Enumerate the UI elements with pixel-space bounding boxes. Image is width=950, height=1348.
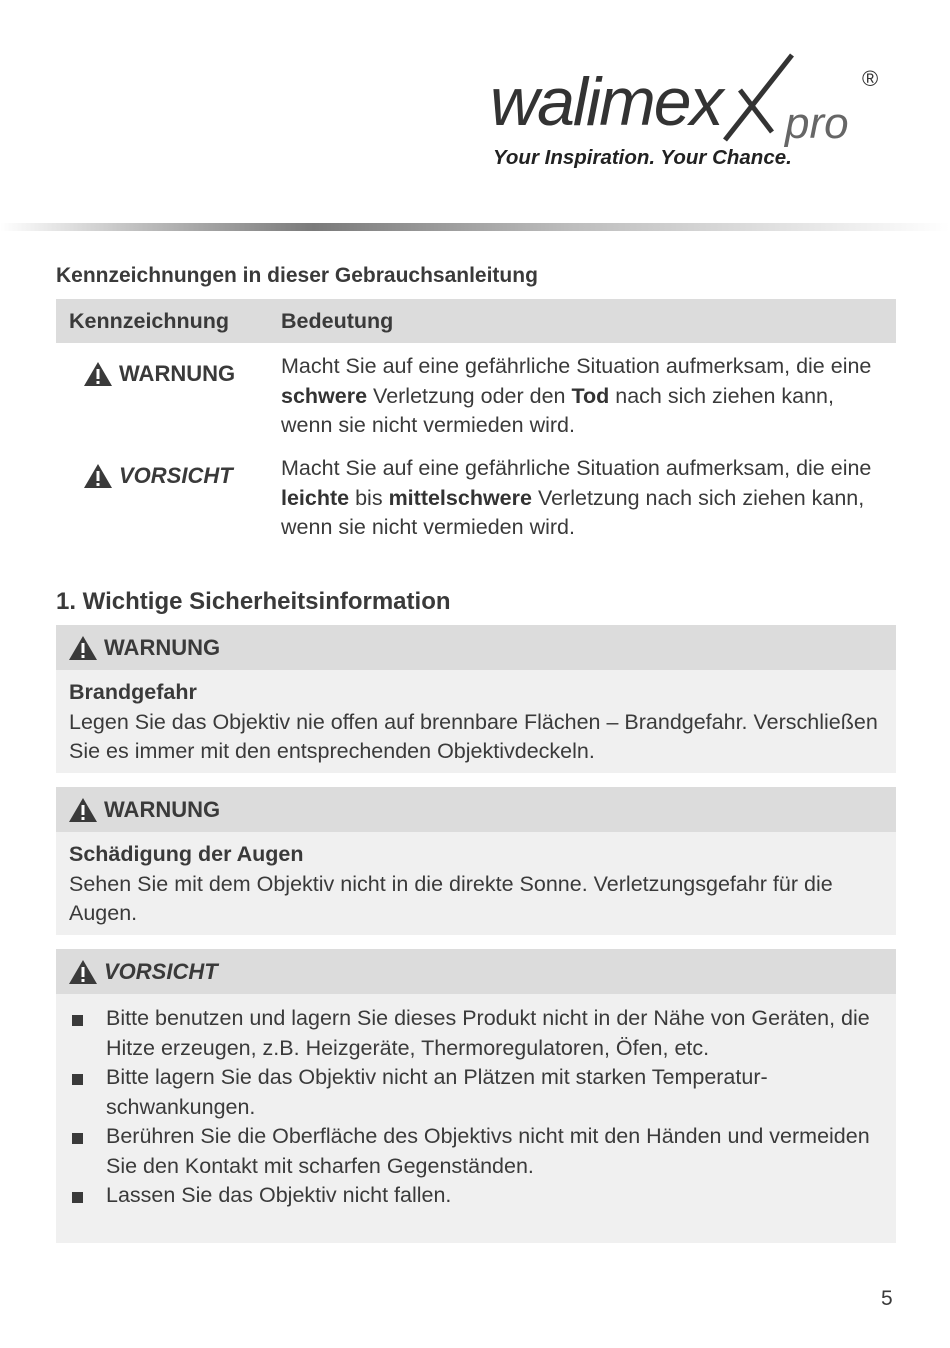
caution-label: VORSICHT bbox=[119, 463, 233, 488]
caution-triangle-icon bbox=[68, 959, 98, 985]
warning-label: WARNUNG bbox=[104, 796, 221, 822]
caution-triangle-icon bbox=[83, 463, 113, 489]
list-item: Bitte benutzen und lagern Sie dieses Produkt nicht in der Nähe von Geräten, die Hitze erzeugen, z.B. Heizgeräte, Thermoregulatoren, Öfen, etc. bbox=[69, 1004, 883, 1063]
column-header-meaning: Bedeutung bbox=[281, 309, 394, 333]
caution-box bbox=[56, 949, 896, 1243]
warning-triangle-icon bbox=[68, 797, 98, 823]
logo-word: walimex bbox=[490, 64, 722, 140]
warning-box-eyes bbox=[56, 787, 896, 935]
warning-box-fire bbox=[56, 625, 896, 773]
registered-mark: ® bbox=[862, 66, 879, 91]
caution-box-body bbox=[56, 994, 896, 1211]
warning-box-body bbox=[56, 670, 896, 767]
warning-marking bbox=[83, 361, 235, 387]
list-item: Bitte lagern Sie das Objektiv nicht an Plätzen mit starken Temperatur-schwankungen. bbox=[69, 1063, 883, 1122]
warning-subtitle: Brandgefahr bbox=[69, 680, 197, 704]
warning-triangle-icon bbox=[83, 361, 113, 387]
warning-text: Sehen Sie mit dem Objektiv nicht in die direkte Sonne. Verletzungsgefahr für die Augen. bbox=[69, 871, 833, 925]
caution-list bbox=[69, 994, 883, 1211]
caution-label: VORSICHT bbox=[104, 958, 218, 984]
list-item: Berühren Sie die Oberfläche des Objektivs nicht mit den Händen und vermeiden Sie den Kontakt mit scharfen Gegenständen. bbox=[69, 1122, 883, 1181]
section-title: 1. Wichtige Sicherheitsinformation bbox=[56, 588, 451, 615]
column-header-marking: Kennzeichnung bbox=[69, 309, 230, 333]
warning-triangle-icon bbox=[68, 635, 98, 661]
caution-box-header bbox=[56, 949, 896, 994]
warning-description: Macht Sie auf eine gefährliche Situation aufmerksam, die eine schwere Verletzung oder den Tod nach sich ziehen kann, wenn sie nicht vermieden wird. bbox=[281, 354, 872, 437]
markings-heading: Kennzeichnungen in dieser Gebrauchsanleitung bbox=[56, 264, 538, 287]
markings-table-header bbox=[56, 299, 896, 343]
warning-label: WARNUNG bbox=[119, 361, 236, 386]
warning-box-header bbox=[56, 625, 896, 670]
warning-text: Legen Sie das Objektiv nie offen auf brennbare Flächen – Brandgefahr. Verschließen Sie es immer mit den entsprechenden Objektivdeckeln. bbox=[69, 709, 878, 763]
warning-subtitle: Schädigung der Augen bbox=[69, 842, 304, 866]
tagline: Your Inspiration. Your Chance. bbox=[493, 146, 792, 169]
caution-description: Macht Sie auf eine gefährliche Situation aufmerksam, die eine leichte bis mittelschwere Verletzung nach sich ziehen kann, wenn sie nicht vermieden wird. bbox=[281, 456, 872, 539]
warning-box-body bbox=[56, 832, 896, 929]
warning-box-header bbox=[56, 787, 896, 832]
list-item: Lassen Sie das Objektiv nicht fallen. bbox=[69, 1181, 883, 1211]
warning-label: WARNUNG bbox=[104, 634, 221, 660]
header-rule bbox=[0, 223, 950, 231]
brand-logo bbox=[490, 50, 900, 180]
logo-pro: pro bbox=[785, 99, 849, 148]
caution-marking bbox=[83, 463, 233, 489]
page-number: 5 bbox=[881, 1287, 893, 1310]
